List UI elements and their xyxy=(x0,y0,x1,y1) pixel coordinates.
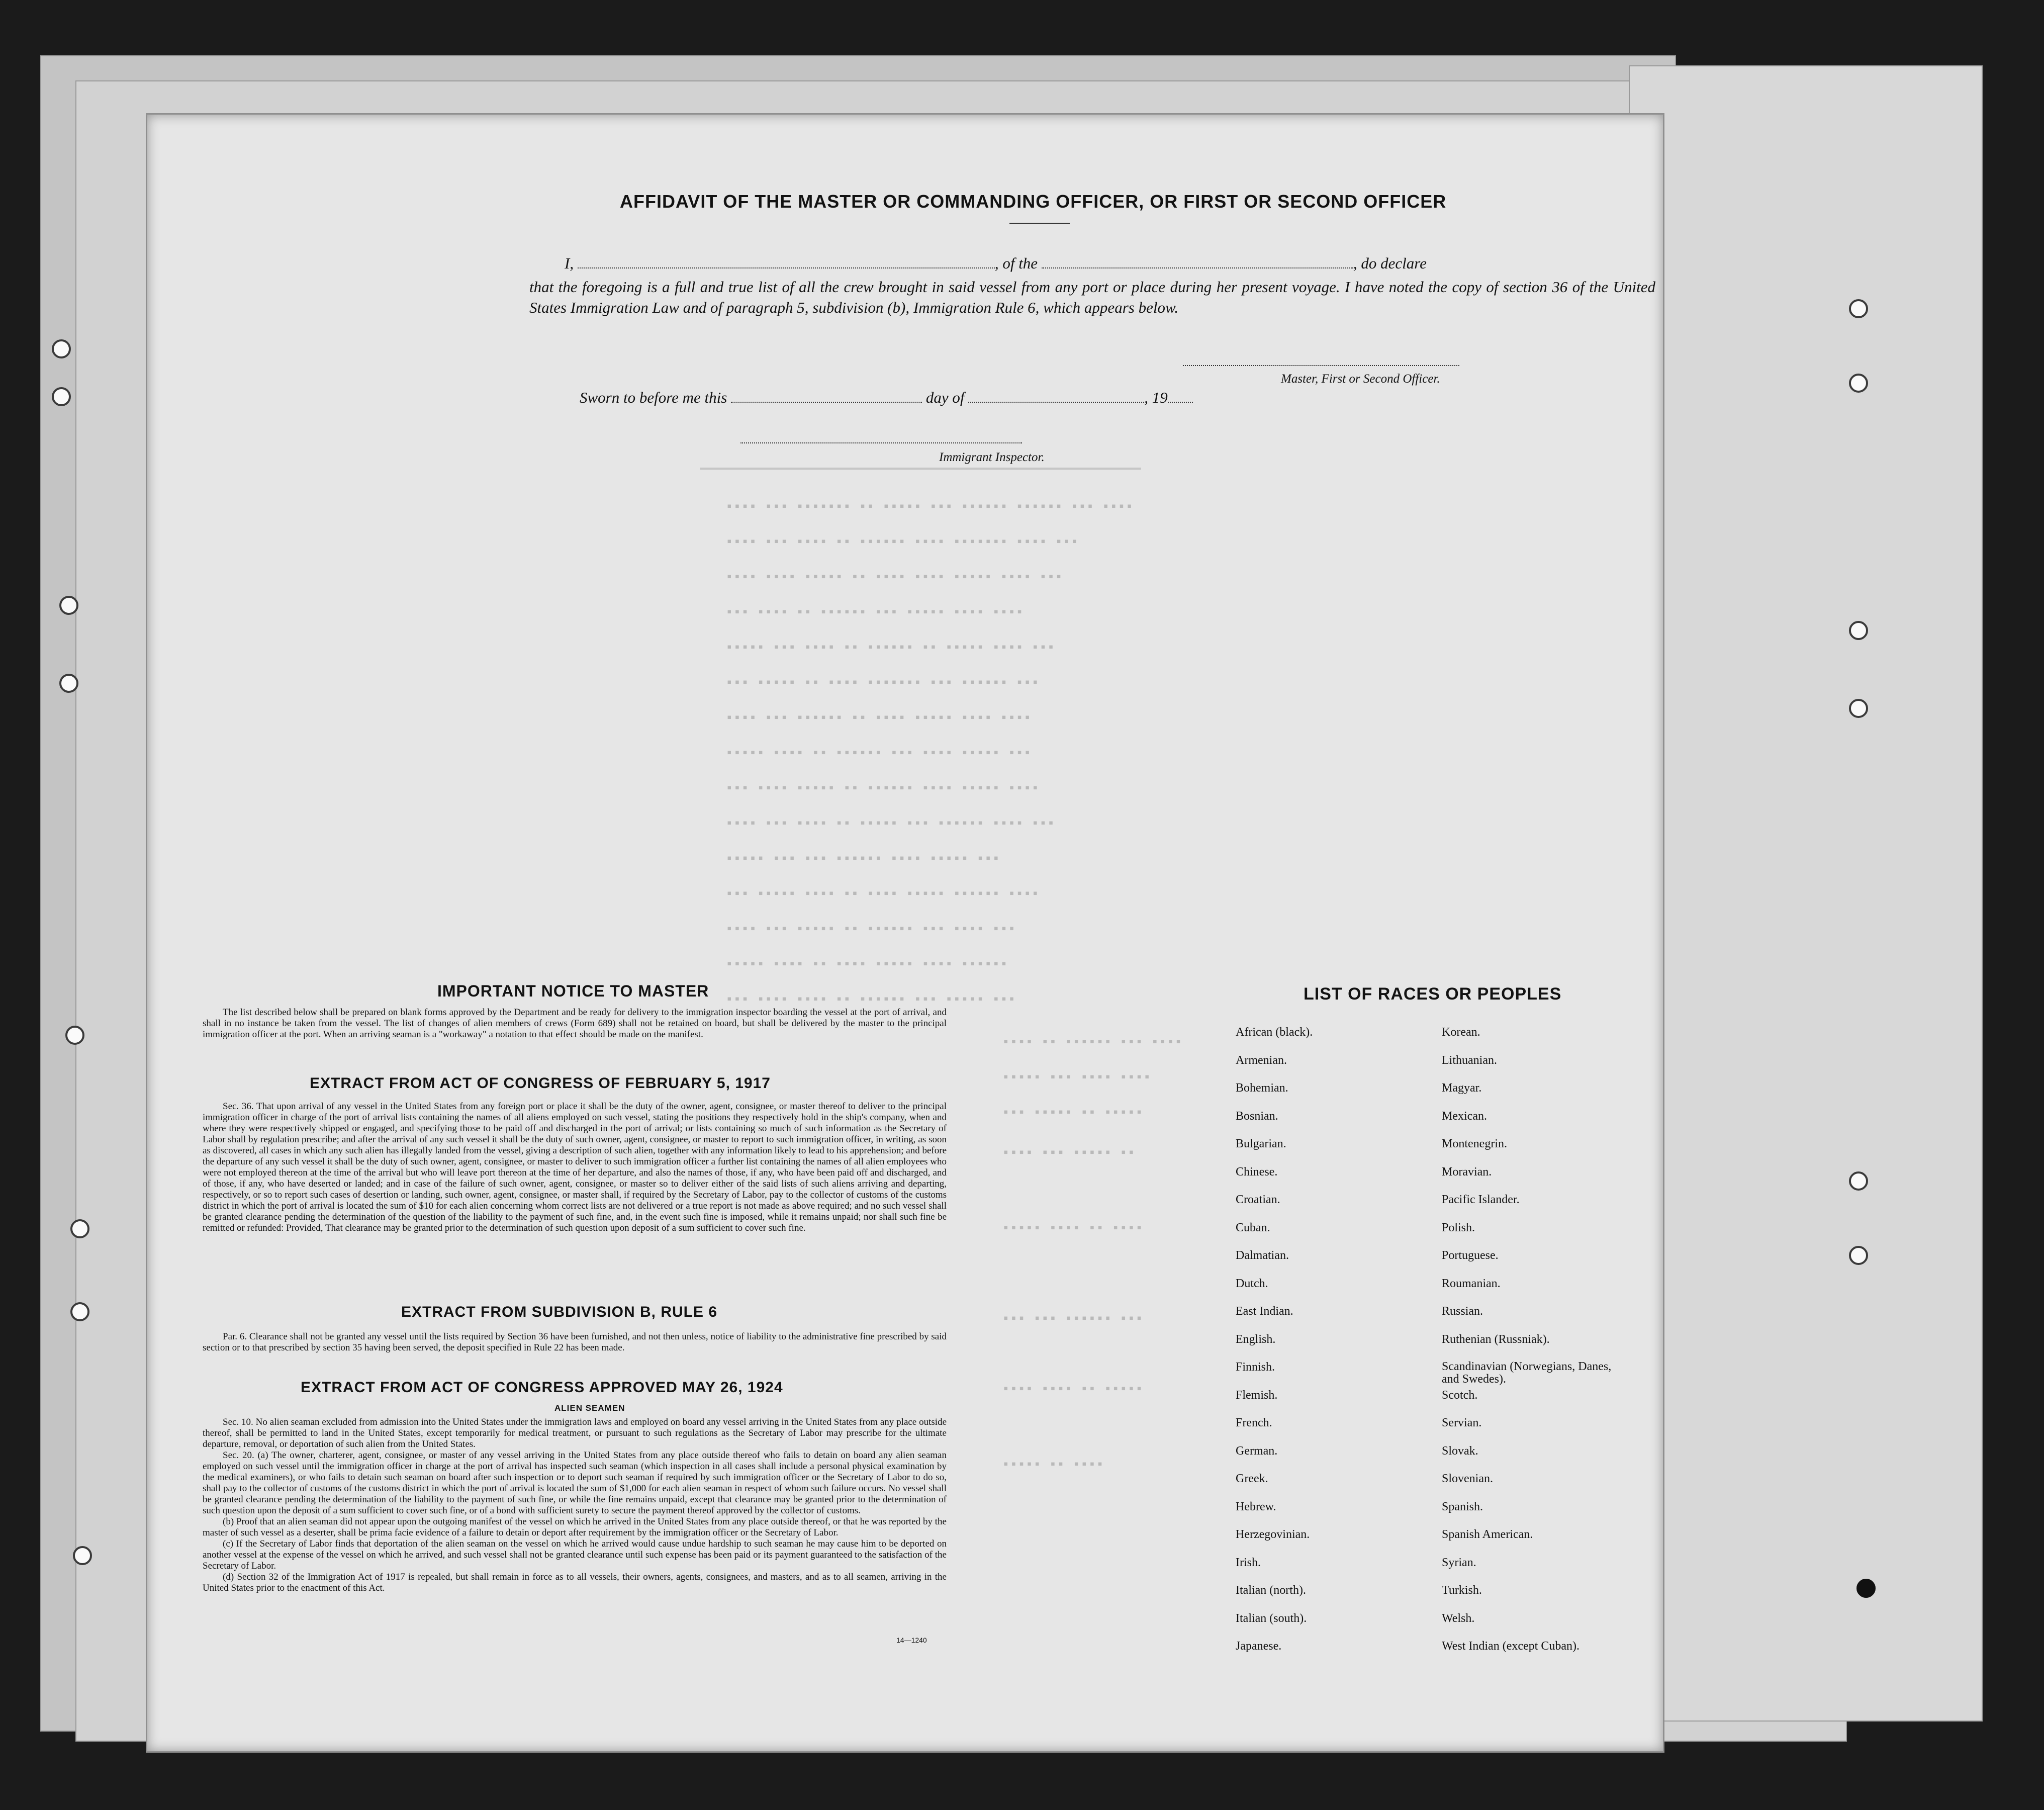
race-item: Bohemian. xyxy=(1236,1081,1288,1095)
binder-hole xyxy=(1849,374,1868,393)
binder-hole xyxy=(59,674,78,693)
race-item: Chinese. xyxy=(1236,1165,1278,1179)
bleed-through-background: ━━━━━━━━━━━━━━━━━━━━━━━━━━━━━━━━━━━━━━━━━━━━━━━━━━━━━━━━ ▪▪▪▪ ▪▪▪ ▪▪▪▪▪▪▪ ▪▪ ▪▪▪▪▪ ▪▪▪ ▪▪▪▪▪▪ ▪▪▪▪▪▪ ▪▪▪ ▪▪▪▪ ▪▪▪▪ ▪▪▪ ▪▪▪▪ ▪▪ ▪▪▪▪▪▪ ▪▪▪▪ ▪▪▪▪▪▪▪ ▪▪▪▪ ▪▪▪ ▪▪▪▪ ▪▪▪▪ ▪▪▪▪▪ ▪▪ ▪▪▪▪ ▪▪▪▪ ▪▪▪▪▪ ▪▪▪▪ ▪▪▪ ▪▪▪ ▪▪▪▪ ▪▪ ▪▪▪▪▪▪ ▪▪▪ ▪▪▪▪▪ ▪▪▪▪ ▪▪▪▪ ▪▪▪▪▪ ▪▪▪ ▪▪▪▪ ▪▪ ▪▪▪▪▪▪ ▪▪ ▪▪▪▪▪ ▪▪▪▪ ▪▪▪ ▪▪▪ ▪▪▪▪▪ ▪▪ ▪▪▪▪ ▪▪▪▪▪▪▪ ▪▪▪ ▪▪▪▪▪▪ ▪▪▪ ▪▪▪▪ ▪▪▪ ▪▪▪▪▪▪ ▪▪ ▪▪▪▪ ▪▪▪▪▪ ▪▪▪▪ ▪▪▪▪ ▪▪▪▪▪ ▪▪▪▪ ▪▪ ▪▪▪▪▪▪ ▪▪▪ ▪▪▪▪ ▪▪▪▪▪ ▪▪▪ ▪▪▪ ▪▪▪▪ ▪▪▪▪▪ ▪▪ ▪▪▪▪▪▪ ▪▪▪▪ ▪▪▪▪▪ ▪▪▪▪ ▪▪▪▪ ▪▪▪ ▪▪▪▪ ▪▪ ▪▪▪▪▪ ▪▪▪ ▪▪▪▪▪▪ ▪▪▪▪ ▪▪▪ ▪▪▪▪▪ ▪▪▪ ▪▪▪ ▪▪▪▪▪▪ ▪▪▪▪ ▪▪▪▪▪ ▪▪▪ ▪▪▪ ▪▪▪▪▪ ▪▪▪▪ ▪▪ ▪▪▪▪ ▪▪▪▪▪ ▪▪▪▪▪▪ ▪▪▪▪ ▪▪▪▪ ▪▪▪ ▪▪▪▪▪ ▪▪ ▪▪▪▪▪▪ ▪▪▪ ▪▪▪▪ ▪▪▪ ▪▪▪▪▪ ▪▪▪▪ ▪▪ ▪▪▪▪ ▪▪▪▪▪ ▪▪▪▪ ▪▪▪▪▪▪ ▪▪▪ ▪▪▪▪ ▪▪▪▪ ▪▪ ▪▪▪▪▪▪ ▪▪▪ ▪▪▪▪▪ ▪▪▪ ▪▪▪▪ ▪▪ ▪▪▪▪▪▪ ▪▪▪ ▪▪▪▪ ▪▪▪▪▪ ▪▪▪ ▪▪▪▪ ▪▪▪▪ ▪▪▪ ▪▪▪▪▪ ▪▪ ▪▪▪▪▪ ▪▪▪▪ ▪▪▪ ▪▪▪▪▪ ▪▪ ▪▪▪▪▪ ▪▪▪▪ ▪▪ ▪▪▪▪ ▪▪▪ ▪▪▪ ▪▪▪▪▪▪ ▪▪▪ ▪▪▪▪ ▪▪▪▪ ▪▪ ▪▪▪▪▪ ▪▪▪▪▪ ▪▪ ▪▪▪▪ xyxy=(700,462,1182,1472)
sworn-line xyxy=(580,389,1193,407)
year-label: , 19 xyxy=(1144,389,1168,406)
extract-rule6-title: EXTRACT FROM SUBDIVISION B, RULE 6 xyxy=(401,1304,718,1320)
extract-1917-title: EXTRACT FROM ACT OF CONGRESS OF FEBRUARY 5, 1917 xyxy=(310,1075,771,1092)
extract-1924-paragraph: (d) Section 32 of the Immigration Act of 1917 is repealed, but shall remain in force as to all vessels, their owners, agents, consignees, and masters, and as to all seamen, arriving in the United States prior to the enactment of this Act. xyxy=(203,1572,947,1593)
race-item: Irish. xyxy=(1236,1556,1261,1569)
binder-hole xyxy=(1849,1246,1868,1265)
binder-hole xyxy=(70,1219,89,1238)
race-item: Italian (south). xyxy=(1236,1611,1307,1625)
race-item: Servian. xyxy=(1442,1416,1482,1429)
binder-hole xyxy=(1849,1171,1868,1191)
name-blank[interactable] xyxy=(578,255,995,268)
binder-hole xyxy=(52,387,71,406)
race-item: Polish. xyxy=(1442,1221,1475,1234)
of-the-label: , of the xyxy=(994,254,1038,272)
binder-hole xyxy=(70,1302,89,1321)
extract-1917-paragraph: Sec. 36. That upon arrival of any vessel in the United States from any foreign port or place it shall be the duty of the owner, agent, consignee, or master thereof to deliver to the principal immigration officer in charge of the port of arrival lists containing the names of all aliens employed on such vessel, stating the positions they respectively hold in the ship's company, when and where they were respectively shipped or engaged, and specifying those to be paid off and discharged in the port of arrival; or lists containing so much of such information as the Secretary of Labor shall by regulation prescribe; and after the arrival of any such vessel it shall be the duty of such owner, agent, consignee, or master to report to such immigration officer, in writing, as soon as discovered, all cases in which any such alien has illegally landed from the vessel, giving a description of such alien, together with any information likely to lead to his apprehension; and before the departure of any such vessel it shall be the duty of such owner, agent, consignee, or master to deliver to such immigration officer a further list containing the names of all alien employees who were not employed thereon at the time of the arrival but who will leave port thereon at the time of her departure, and also the names of those, if any, who have been paid off and discharged, and of those, if any, who have deserted or landed; and in case of the failure of such owner, agent, consignee, or master so to deliver either of the said lists of such aliens arriving and departing, respectively, or so to report such cases of desertion or landing, such owner, agent, consignee, or master shall, if required by the Secretary of Labor, pay to the collector of customs of the customs district in which the port of arrival is located the sum of $10 for each alien concerning whom correct lists are not delivered or a true report is not made as above required; and no such vessel shall be granted clearance pending the determination of the question of the liability to the payment of such fine, and, in the event such fine is imposed, while it remains unpaid; nor shall such fine be remitted or refunded: Provided, That clearance may be granted prior to the determination of such question upon deposit of a sum sufficient to cover such fine. xyxy=(203,1101,947,1233)
background-sheet xyxy=(1629,65,1983,1722)
races-right-column xyxy=(1442,1026,1643,1668)
race-item: Welsh. xyxy=(1442,1611,1475,1625)
extract-1924-paragraph: (c) If the Secretary of Labor finds that deportation of the alien seaman on the vessel on which he arrived would cause undue hardship to such seaman he may cause him to be deported on another vessel at the expense of the vessel on which he arrived, and such vessel shall not be granted clearance until such expense has been paid or its payment guaranteed to the satisfaction of the Secretary of Labor. xyxy=(203,1538,947,1571)
form-number: 14—1240 xyxy=(896,1636,927,1644)
binder-hole xyxy=(1849,299,1868,318)
binder-hole xyxy=(59,596,78,615)
day-of-label: day of xyxy=(925,389,965,406)
race-item: Roumanian. xyxy=(1442,1277,1501,1290)
affidavit-statement: that the foregoing is a full and true list of all the crew brought in said vessel from any port or place during her present voyage. I have noted the copy of section 36 of the United States Immigration Law and of paragraph 5, subdivision (b), Immigration Rule 6, which appears below. xyxy=(529,278,1655,316)
binder-hole xyxy=(1856,1579,1876,1598)
race-item: Dalmatian. xyxy=(1236,1249,1289,1262)
race-item: Cuban. xyxy=(1236,1221,1270,1234)
race-item: Mexican. xyxy=(1442,1109,1487,1123)
race-item: Scotch. xyxy=(1442,1388,1478,1402)
race-item: Bosnian. xyxy=(1236,1109,1278,1123)
race-item: Spanish. xyxy=(1442,1500,1483,1513)
race-item: German. xyxy=(1236,1444,1278,1458)
race-item: Scandinavian (Norwegians, Danes, and Swedes). xyxy=(1442,1360,1612,1386)
race-item: Korean. xyxy=(1442,1026,1480,1039)
extract-1924-paragraph: Sec. 10. No alien seaman excluded from admission into the United States under the immigration laws and employed on board any vessel arriving in the United States from any place outside thereof, shall be permitted to land in the United States, except temporarily for medical treatment, or pursuant to such regulations as the Secretary of Labor may prescribe for the ultimate departure, removal, or deportation of such alien from the United States. xyxy=(203,1417,947,1450)
sworn-month-blank[interactable] xyxy=(968,390,1144,403)
master-label: Master, First or Second Officer. xyxy=(1281,372,1440,386)
race-item: Herzegovinian. xyxy=(1236,1528,1310,1541)
binder-hole xyxy=(1849,699,1868,718)
title-rule xyxy=(1009,223,1070,224)
extract-1924-text xyxy=(203,1417,947,1594)
race-item: Greek. xyxy=(1236,1472,1268,1485)
binder-hole xyxy=(52,339,71,358)
race-item: African (black). xyxy=(1236,1026,1313,1039)
alien-seamen-subtitle: ALIEN SEAMEN xyxy=(554,1403,625,1413)
race-item: Montenegrin. xyxy=(1442,1137,1507,1150)
race-item: Spanish American. xyxy=(1442,1528,1533,1541)
race-item: Flemish. xyxy=(1236,1388,1278,1402)
binder-hole xyxy=(1849,621,1868,640)
race-item: Bulgarian. xyxy=(1236,1137,1286,1150)
race-item: East Indian. xyxy=(1236,1305,1293,1318)
inspector-signature-line[interactable] xyxy=(740,442,1022,443)
race-item: Armenian. xyxy=(1236,1053,1287,1067)
notice-paragraph: The list described below shall be prepared on blank forms approved by the Department and be ready for delivery to the immigration inspector boarding the vessel at the port of arrival, and shall in no instance be taken from the vessel. The list of changes of alien members of crews (Form 689) shall not be retained on board, but shall be delivered by the master to the principal immigration officer at the port. When an arriving seaman is a "workaway" a notation to that effect should be made on the manifest. xyxy=(203,1007,947,1040)
races-title: LIST OF RACES OR PEOPLES xyxy=(1304,984,1562,1004)
master-signature-line[interactable] xyxy=(1183,365,1459,366)
affidavit-form-sheet xyxy=(146,113,1664,1753)
race-item: Finnish. xyxy=(1236,1361,1275,1374)
race-item: Lithuanian. xyxy=(1442,1053,1497,1067)
affidavit-title: AFFIDAVIT OF THE MASTER OR COMMANDING OFFICER, OR FIRST OR SECOND OFFICER xyxy=(620,191,1447,212)
race-item: Syrian. xyxy=(1442,1556,1476,1569)
sworn-day-blank[interactable] xyxy=(731,390,922,403)
race-item: Dutch. xyxy=(1236,1277,1268,1290)
extract-1924-title: EXTRACT FROM ACT OF CONGRESS APPROVED MAY 26, 1924 xyxy=(301,1379,783,1396)
sworn-label: Sworn to before me this xyxy=(580,389,727,406)
vessel-blank[interactable] xyxy=(1042,255,1353,268)
race-item: Hebrew. xyxy=(1236,1500,1276,1513)
race-item: Portuguese. xyxy=(1442,1249,1499,1262)
race-item: English. xyxy=(1236,1332,1276,1346)
race-item: Ruthenian (Russniak). xyxy=(1442,1332,1550,1346)
race-item: West Indian (except Cuban). xyxy=(1442,1640,1580,1653)
binder-hole xyxy=(73,1546,92,1565)
race-item: Turkish. xyxy=(1442,1584,1482,1597)
extract-rule6-text xyxy=(203,1331,947,1353)
races-left-column xyxy=(1236,1026,1427,1668)
do-declare-label: , do declare xyxy=(1353,254,1427,272)
notice-text xyxy=(203,1007,947,1040)
extract-1917-text xyxy=(203,1101,947,1234)
race-item: Moravian. xyxy=(1442,1165,1492,1179)
declaration-line xyxy=(565,254,1427,273)
race-item: Slovak. xyxy=(1442,1444,1478,1458)
race-item: Pacific Islander. xyxy=(1442,1193,1520,1206)
extract-rule6-paragraph: Par. 6. Clearance shall not be granted any vessel until the lists required by Section 36 have been furnished, and not then unless, notice of liability to the administrative fine prescribed by said section or to that prescribed by section 35 having been served, the deposit specified in Rule 22 has been made. xyxy=(203,1331,947,1353)
race-item: Magyar. xyxy=(1442,1081,1482,1095)
extract-1924-paragraph: (b) Proof that an alien seaman did not appear upon the outgoing manifest of the vessel on which he arrived in the United States from any place outside thereof, or that he was reported by the master of such vessel as a deserter, shall be prima facie evidence of a failure to detain or deport after requirement by the immigration officer or the Secretary of Labor. xyxy=(203,1516,947,1538)
race-item: Croatian. xyxy=(1236,1193,1280,1206)
race-item: Slovenian. xyxy=(1442,1472,1493,1485)
race-item: Italian (north). xyxy=(1236,1584,1306,1597)
race-item: Russian. xyxy=(1442,1305,1483,1318)
extract-1924-paragraph: Sec. 20. (a) The owner, charterer, agent, consignee, or master of any vessel arriving in the United States from any place outside thereof who fails to detain on board any alien seaman employed on such vessel until the immigration officer in charge at the port of arrival has inspected such seaman (which inspection in all cases shall include a personal physical examination by the medical examiners), or who fails to detain such seaman on board after such inspection or to deport such seaman if required by such immigration officer or the Secretary of Labor to do so, shall pay to the collector of customs of the customs district in which the port of arrival is located the sum of $1,000 for each alien seaman in respect of whom such failure occurs. No vessel shall be granted clearance pending the determination of the liability to the payment of such fine, or while the fine remains unpaid, except that clearance may be granted prior to the determination of such question upon the deposit of a sum sufficient to cover such fine, or of a bond with sufficient surety to secure the payment thereof approved by the collector of customs. xyxy=(203,1450,947,1516)
inspector-label: Immigrant Inspector. xyxy=(939,450,1045,464)
race-item: Japanese. xyxy=(1236,1640,1282,1653)
race-item: French. xyxy=(1236,1416,1272,1429)
binder-hole xyxy=(65,1026,84,1045)
notice-title: IMPORTANT NOTICE TO MASTER xyxy=(437,982,709,1000)
sworn-year-blank[interactable] xyxy=(1168,390,1193,403)
i-label: I, xyxy=(565,254,574,272)
